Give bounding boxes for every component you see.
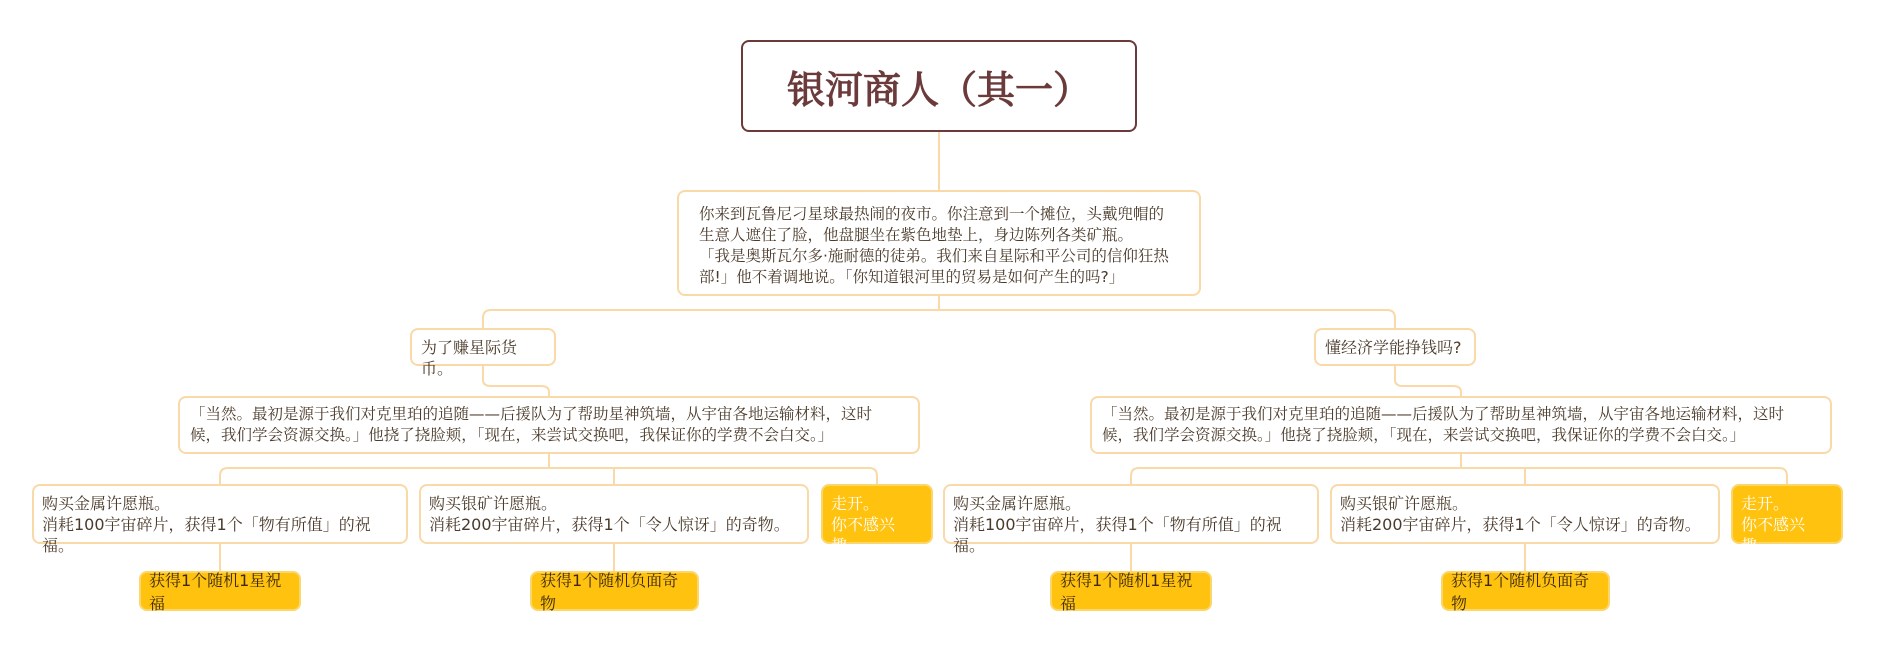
- option-node-walk-away-left: 走开。 你不感兴趣。: [821, 484, 933, 544]
- result-text-curio-left: 获得1个随机负面奇物: [540, 571, 679, 613]
- connector-right-choice-reply: [1395, 366, 1461, 396]
- result-text-blessing-left: 获得1个随机1星祝福: [149, 571, 282, 613]
- result-text-curio-right: 获得1个随机负面奇物: [1451, 571, 1590, 613]
- reply-node-left: 「当然。最初是源于我们对克里珀的追随——后援队为了帮助星神筑墙，从宇宙各地运输材料，这时 候，我们学会资源交换。」他挠了挠脸颊，「现在，来尝试交换吧，我保证你的学费不会白交。」: [178, 396, 920, 454]
- option-node-buy-metal-bottle-right: 购买金属许愿瓶。 消耗100宇宙碎片，获得1个「物有所值」的祝福。: [943, 484, 1319, 544]
- connector-left-choice-reply: [483, 366, 549, 396]
- connector-right-reply-options: [1131, 454, 1787, 484]
- result-text-blessing-right: 获得1个随机1星祝福: [1060, 571, 1193, 613]
- connector-intro-choices: [483, 296, 1395, 328]
- option-node-walk-away-right: 走开。 你不感兴趣。: [1731, 484, 1843, 544]
- option-node-buy-metal-bottle-left: 购买金属许愿瓶。 消耗100宇宙碎片，获得1个「物有所值」的祝福。: [32, 484, 408, 544]
- intro-node: 你来到瓦鲁尼刁星球最热闹的夜市。你注意到一个摊位，头戴兜帽的 生意人遮住了脸，他盘腿坐在紫色地垫上，身边陈列各类矿瓶。 「我是奥斯瓦尔多·施耐德的徒弟。我们来自星际和平公司的信仰狂热 部!」他不着调地说。「你知道银河里的贸易是如何产生的吗?」: [677, 190, 1201, 296]
- choice-node-economics: 懂经济学能挣钱吗?: [1314, 328, 1476, 366]
- option-node-buy-silver-bottle-left: 购买银矿许愿瓶。 消耗200宇宙碎片，获得1个「令人惊讶」的奇物。: [419, 484, 809, 544]
- result-node-curio-right: [1441, 571, 1610, 611]
- choice-node-earn-currency: 为了赚星际货币。: [410, 328, 556, 366]
- root-title-node: [741, 40, 1137, 132]
- result-node-curio-left: [530, 571, 699, 611]
- reply-node-right: 「当然。最初是源于我们对克里珀的追随——后援队为了帮助星神筑墙，从宇宙各地运输材料，这时 候，我们学会资源交换。」他挠了挠脸颊，「现在，来尝试交换吧，我保证你的学费不会白交。」: [1090, 396, 1832, 454]
- result-node-blessing-right: [1050, 571, 1212, 611]
- connector-left-reply-options: [220, 454, 877, 484]
- root-title-text: 银河商人（其一）: [786, 67, 1091, 112]
- result-node-blessing-left: [139, 571, 301, 611]
- option-node-buy-silver-bottle-right: 购买银矿许愿瓶。 消耗200宇宙碎片，获得1个「令人惊讶」的奇物。: [1330, 484, 1720, 544]
